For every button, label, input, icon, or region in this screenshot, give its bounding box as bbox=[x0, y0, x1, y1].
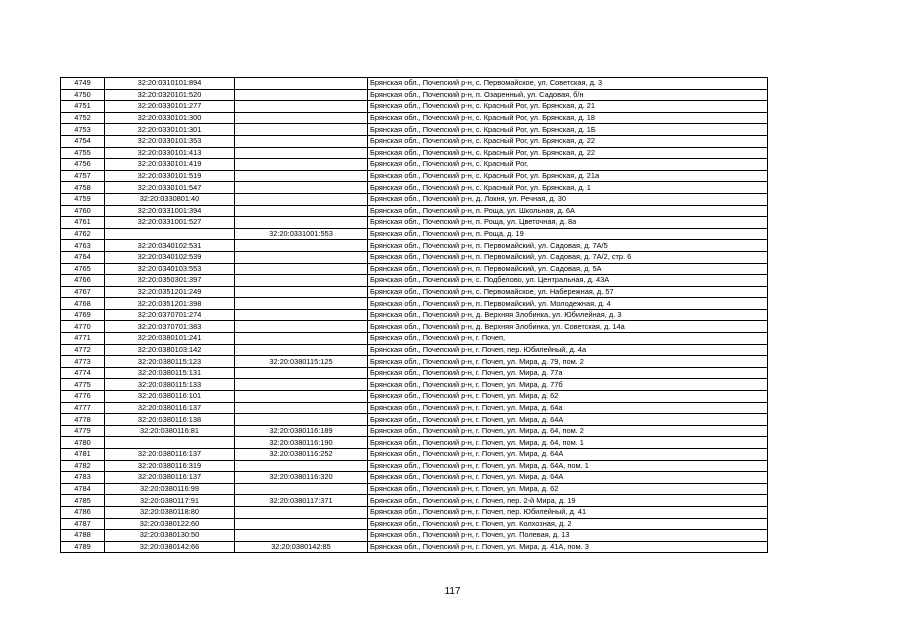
table-row bbox=[61, 112, 768, 124]
related-cadastral-number-cell: 32:20:0380116:190 bbox=[235, 437, 368, 449]
cadastral-number-cell: 32:20:0330101:547 bbox=[105, 182, 235, 194]
address-cell: Брянская обл., Почепский р-н, п. Роща, ул. Цветочная, д. 8а bbox=[368, 217, 768, 229]
cadastral-number-cell: 32:20:0330101:277 bbox=[105, 101, 235, 113]
address-cell: Брянская обл., Почепский р-н, г. Почеп, ул. Мира, д. 77б bbox=[368, 379, 768, 391]
address-cell: Брянская обл., Почепский р-н, с. Первомайское, ул. Набережная, д. 57 bbox=[368, 286, 768, 298]
cadastral-number-cell: 32:20:0380142:66 bbox=[105, 541, 235, 553]
table-row bbox=[61, 205, 768, 217]
cadastral-number-cell: 32:20:0380130:50 bbox=[105, 530, 235, 542]
cadastral-number-cell: 32:20:0380118:80 bbox=[105, 506, 235, 518]
cadastral-number-cell: 32:20:0331001:527 bbox=[105, 217, 235, 229]
related-cadastral-number-cell bbox=[235, 344, 368, 356]
table-row bbox=[61, 251, 768, 263]
row-number-cell: 4753 bbox=[61, 124, 105, 136]
table-row bbox=[61, 391, 768, 403]
table-row bbox=[61, 402, 768, 414]
related-cadastral-number-cell bbox=[235, 483, 368, 495]
row-number-cell: 4762 bbox=[61, 228, 105, 240]
table-row bbox=[61, 309, 768, 321]
related-cadastral-number-cell: 32:20:0380117:371 bbox=[235, 495, 368, 507]
cadastral-number-cell: 32:20:0340102:539 bbox=[105, 251, 235, 263]
related-cadastral-number-cell bbox=[235, 275, 368, 287]
table-row bbox=[61, 541, 768, 553]
table-row bbox=[61, 170, 768, 182]
cadastral-number-cell: 32:20:0380116:319 bbox=[105, 460, 235, 472]
related-cadastral-number-cell bbox=[235, 379, 368, 391]
cadastral-number-cell: 32:20:0351201:398 bbox=[105, 298, 235, 310]
table-row bbox=[61, 101, 768, 113]
row-number-cell: 4750 bbox=[61, 89, 105, 101]
table-row bbox=[61, 333, 768, 345]
cadastral-number-cell: 32:20:0330101:301 bbox=[105, 124, 235, 136]
table-row bbox=[61, 530, 768, 542]
address-cell: Брянская обл., Почепский р-н, с. Красный Рог, ул. Брянская, д. 1Б bbox=[368, 124, 768, 136]
row-number-cell: 4751 bbox=[61, 101, 105, 113]
row-number-cell: 4780 bbox=[61, 437, 105, 449]
related-cadastral-number-cell: 32:20:0380116:189 bbox=[235, 425, 368, 437]
related-cadastral-number-cell bbox=[235, 159, 368, 171]
table-row bbox=[61, 321, 768, 333]
address-cell: Брянская обл., Почепский р-н, г. Почеп, пер. Юбилейный, д. 4а bbox=[368, 344, 768, 356]
table-row bbox=[61, 472, 768, 484]
table-row bbox=[61, 506, 768, 518]
table-row bbox=[61, 367, 768, 379]
related-cadastral-number-cell bbox=[235, 89, 368, 101]
related-cadastral-number-cell bbox=[235, 518, 368, 530]
row-number-cell: 4769 bbox=[61, 309, 105, 321]
related-cadastral-number-cell bbox=[235, 530, 368, 542]
related-cadastral-number-cell bbox=[235, 286, 368, 298]
cadastral-number-cell: 32:20:0320101:520 bbox=[105, 89, 235, 101]
table-row bbox=[61, 344, 768, 356]
cadastral-number-cell: 32:20:0340102:531 bbox=[105, 240, 235, 252]
address-cell: Брянская обл., Почепский р-н, п. Озаренный, ул. Садовая, б/н bbox=[368, 89, 768, 101]
row-number-cell: 4749 bbox=[61, 78, 105, 90]
table-row bbox=[61, 182, 768, 194]
cadastral-number-cell: 32:20:0370701:383 bbox=[105, 321, 235, 333]
related-cadastral-number-cell: 32:20:0380142:85 bbox=[235, 541, 368, 553]
row-number-cell: 4784 bbox=[61, 483, 105, 495]
address-cell: Брянская обл., Почепский р-н, г. Почеп, ул. Мира, д. 64А bbox=[368, 414, 768, 426]
table-row bbox=[61, 78, 768, 90]
table-row bbox=[61, 89, 768, 101]
related-cadastral-number-cell bbox=[235, 402, 368, 414]
address-cell: Брянская обл., Почепский р-н, п. Роща, ул. Школьная, д. 6А bbox=[368, 205, 768, 217]
row-number-cell: 4786 bbox=[61, 506, 105, 518]
address-cell: Брянская обл., Почепский р-н, с. Красный Рог, ул. Брянская, д. 22 bbox=[368, 135, 768, 147]
row-number-cell: 4768 bbox=[61, 298, 105, 310]
row-number-cell: 4779 bbox=[61, 425, 105, 437]
row-number-cell: 4760 bbox=[61, 205, 105, 217]
address-cell: Брянская обл., Почепский р-н, п. Первомайский, ул. Садовая, д. 7А/5 bbox=[368, 240, 768, 252]
address-cell: Брянская обл., Почепский р-н, г. Почеп, ул. Мира, д. 64А, пом. 1 bbox=[368, 460, 768, 472]
row-number-cell: 4788 bbox=[61, 530, 105, 542]
cadastral-number-cell: 32:20:0380115:133 bbox=[105, 379, 235, 391]
related-cadastral-number-cell bbox=[235, 263, 368, 275]
cadastral-number-cell: 32:20:0340103:553 bbox=[105, 263, 235, 275]
cadastral-number-cell: 32:20:0380116:101 bbox=[105, 391, 235, 403]
address-cell: Брянская обл., Почепский р-н, с. Красный Рог, ул. Брянская, д. 1 bbox=[368, 182, 768, 194]
related-cadastral-number-cell bbox=[235, 193, 368, 205]
row-number-cell: 4771 bbox=[61, 333, 105, 345]
related-cadastral-number-cell: 32:20:0380116:320 bbox=[235, 472, 368, 484]
table-row bbox=[61, 217, 768, 229]
address-cell: Брянская обл., Почепский р-н, г. Почеп, пер. 2-й Мира, д. 19 bbox=[368, 495, 768, 507]
cadastral-number-cell: 32:20:0330101:353 bbox=[105, 135, 235, 147]
table-row bbox=[61, 437, 768, 449]
related-cadastral-number-cell bbox=[235, 321, 368, 333]
table-row bbox=[61, 135, 768, 147]
row-number-cell: 4781 bbox=[61, 449, 105, 461]
cadastral-number-cell: 32:20:0350301:397 bbox=[105, 275, 235, 287]
table-row bbox=[61, 298, 768, 310]
address-cell: Брянская обл., Почепский р-н, с. Красный Рог, ул. Брянская, д. 21 bbox=[368, 101, 768, 113]
row-number-cell: 4756 bbox=[61, 159, 105, 171]
address-cell: Брянская обл., Почепский р-н, г. Почеп, ул. Мира, д. 64, пом. 2 bbox=[368, 425, 768, 437]
table-row bbox=[61, 379, 768, 391]
related-cadastral-number-cell: 32:20:0380116:252 bbox=[235, 449, 368, 461]
row-number-cell: 4755 bbox=[61, 147, 105, 159]
cadastral-number-cell: 32:20:0380116:137 bbox=[105, 449, 235, 461]
cadastral-number-cell: 32:20:0380116:138 bbox=[105, 414, 235, 426]
row-number-cell: 4785 bbox=[61, 495, 105, 507]
address-cell: Брянская обл., Почепский р-н, д. Локня, ул. Речная, д. 30 bbox=[368, 193, 768, 205]
cadastral-number-cell: 32:20:0380116:99 bbox=[105, 483, 235, 495]
address-cell: Брянская обл., Почепский р-н, г. Почеп, ул. Мира, д. 79, пом. 2 bbox=[368, 356, 768, 368]
related-cadastral-number-cell bbox=[235, 170, 368, 182]
address-cell: Брянская обл., Почепский р-н, д. Верхняя Злобинка, ул. Юбилейная, д. 3 bbox=[368, 309, 768, 321]
related-cadastral-number-cell bbox=[235, 135, 368, 147]
address-cell: Брянская обл., Почепский р-н, г. Почеп, ул. Мира, д. 62 bbox=[368, 391, 768, 403]
related-cadastral-number-cell bbox=[235, 460, 368, 472]
cadastral-number-cell: 32:20:0330101:519 bbox=[105, 170, 235, 182]
table-row bbox=[61, 263, 768, 275]
row-number-cell: 4763 bbox=[61, 240, 105, 252]
cadastral-number-cell: 32:20:0380115:123 bbox=[105, 356, 235, 368]
address-cell: Брянская обл., Почепский р-н, д. Верхняя Злобинка, ул. Советская, д. 14а bbox=[368, 321, 768, 333]
related-cadastral-number-cell bbox=[235, 309, 368, 321]
related-cadastral-number-cell bbox=[235, 147, 368, 159]
cadastral-number-cell: 32:20:0380116:137 bbox=[105, 402, 235, 414]
related-cadastral-number-cell bbox=[235, 333, 368, 345]
registry-table-body bbox=[61, 78, 768, 553]
table-row bbox=[61, 460, 768, 472]
table-row bbox=[61, 518, 768, 530]
related-cadastral-number-cell: 32:20:0380115:125 bbox=[235, 356, 368, 368]
related-cadastral-number-cell bbox=[235, 78, 368, 90]
related-cadastral-number-cell bbox=[235, 205, 368, 217]
address-cell: Брянская обл., Почепский р-н, г. Почеп, ул. Мира, д. 64а bbox=[368, 402, 768, 414]
row-number-cell: 4767 bbox=[61, 286, 105, 298]
cadastral-number-cell: 32:20:0380116:137 bbox=[105, 472, 235, 484]
address-cell: Брянская обл., Почепский р-н, с. Красный Рог, ул. Брянская, д. 21а bbox=[368, 170, 768, 182]
address-cell: Брянская обл., Почепский р-н, п. Первомайский, ул. Садовая, д. 5А bbox=[368, 263, 768, 275]
row-number-cell: 4778 bbox=[61, 414, 105, 426]
address-cell: Брянская обл., Почепский р-н, г. Почеп, ул. Мира, д. 41А, пом. 3 bbox=[368, 541, 768, 553]
page-number: 117 bbox=[444, 586, 461, 597]
address-cell: Брянская обл., Почепский р-н, с. Красный Рог, ул. Брянская, д. 22 bbox=[368, 147, 768, 159]
address-cell: Брянская обл., Почепский р-н, г. Почеп, ул. Мира, д. 64, пом. 1 bbox=[368, 437, 768, 449]
address-cell: Брянская обл., Почепский р-н, г. Почеп, ул. Полевая, д. 13 bbox=[368, 530, 768, 542]
related-cadastral-number-cell bbox=[235, 367, 368, 379]
row-number-cell: 4782 bbox=[61, 460, 105, 472]
address-cell: Брянская обл., Почепский р-н, г. Почеп, ул. Мира, д. 64А bbox=[368, 449, 768, 461]
cadastral-number-cell bbox=[105, 228, 235, 240]
row-number-cell: 4789 bbox=[61, 541, 105, 553]
table-row bbox=[61, 147, 768, 159]
address-cell: Брянская обл., Почепский р-н, с. Красный Рог, bbox=[368, 159, 768, 171]
related-cadastral-number-cell bbox=[235, 217, 368, 229]
row-number-cell: 4773 bbox=[61, 356, 105, 368]
row-number-cell: 4752 bbox=[61, 112, 105, 124]
address-cell: Брянская обл., Почепский р-н, г. Почеп, bbox=[368, 333, 768, 345]
related-cadastral-number-cell bbox=[235, 240, 368, 252]
cadastral-number-cell bbox=[105, 437, 235, 449]
property-registry-table bbox=[60, 77, 768, 553]
row-number-cell: 4754 bbox=[61, 135, 105, 147]
cadastral-number-cell: 32:20:0330101:300 bbox=[105, 112, 235, 124]
related-cadastral-number-cell bbox=[235, 298, 368, 310]
row-number-cell: 4765 bbox=[61, 263, 105, 275]
cadastral-number-cell: 32:20:0330101:419 bbox=[105, 159, 235, 171]
row-number-cell: 4787 bbox=[61, 518, 105, 530]
address-cell: Брянская обл., Почепский р-н, с. Первомайское, ул. Советская, д. 3 bbox=[368, 78, 768, 90]
row-number-cell: 4764 bbox=[61, 251, 105, 263]
cadastral-number-cell: 32:20:0380103:142 bbox=[105, 344, 235, 356]
row-number-cell: 4761 bbox=[61, 217, 105, 229]
cadastral-number-cell: 32:20:0331001:394 bbox=[105, 205, 235, 217]
table-row bbox=[61, 159, 768, 171]
table-row bbox=[61, 449, 768, 461]
address-cell: Брянская обл., Почепский р-н, г. Почеп, ул. Мира, д. 62 bbox=[368, 483, 768, 495]
row-number-cell: 4774 bbox=[61, 367, 105, 379]
cadastral-number-cell: 32:20:0310101:894 bbox=[105, 78, 235, 90]
table-row bbox=[61, 483, 768, 495]
row-number-cell: 4777 bbox=[61, 402, 105, 414]
table-row bbox=[61, 425, 768, 437]
row-number-cell: 4758 bbox=[61, 182, 105, 194]
table-row bbox=[61, 275, 768, 287]
table-row bbox=[61, 356, 768, 368]
table-row bbox=[61, 124, 768, 136]
table-row bbox=[61, 228, 768, 240]
related-cadastral-number-cell bbox=[235, 506, 368, 518]
related-cadastral-number-cell bbox=[235, 414, 368, 426]
row-number-cell: 4772 bbox=[61, 344, 105, 356]
related-cadastral-number-cell bbox=[235, 101, 368, 113]
cadastral-number-cell: 32:20:0370701:274 bbox=[105, 309, 235, 321]
row-number-cell: 4757 bbox=[61, 170, 105, 182]
row-number-cell: 4770 bbox=[61, 321, 105, 333]
related-cadastral-number-cell bbox=[235, 112, 368, 124]
address-cell: Брянская обл., Почепский р-н, г. Почеп, ул. Колхозная, д. 2 bbox=[368, 518, 768, 530]
row-number-cell: 4783 bbox=[61, 472, 105, 484]
address-cell: Брянская обл., Почепский р-н, с. Красный Рог, ул. Брянская, д. 18 bbox=[368, 112, 768, 124]
cadastral-number-cell: 32:20:0330801:40 bbox=[105, 193, 235, 205]
table-row bbox=[61, 193, 768, 205]
row-number-cell: 4759 bbox=[61, 193, 105, 205]
cadastral-number-cell: 32:20:0380117:91 bbox=[105, 495, 235, 507]
cadastral-number-cell: 32:20:0380101:241 bbox=[105, 333, 235, 345]
table-row bbox=[61, 414, 768, 426]
cadastral-number-cell: 32:20:0380115:131 bbox=[105, 367, 235, 379]
table-row bbox=[61, 495, 768, 507]
address-cell: Брянская обл., Почепский р-н, г. Почеп, ул. Мира, д. 64А bbox=[368, 472, 768, 484]
related-cadastral-number-cell bbox=[235, 251, 368, 263]
address-cell: Брянская обл., Почепский р-н, г. Почеп, ул. Мира, д. 77а bbox=[368, 367, 768, 379]
cadastral-number-cell: 32:20:0330101:413 bbox=[105, 147, 235, 159]
table-row bbox=[61, 240, 768, 252]
cadastral-number-cell: 32:20:0380122:60 bbox=[105, 518, 235, 530]
address-cell: Брянская обл., Почепский р-н, п. Первомайский, ул. Молодежная, д. 4 bbox=[368, 298, 768, 310]
related-cadastral-number-cell: 32:20:0331001:553 bbox=[235, 228, 368, 240]
related-cadastral-number-cell bbox=[235, 182, 368, 194]
related-cadastral-number-cell bbox=[235, 124, 368, 136]
row-number-cell: 4766 bbox=[61, 275, 105, 287]
cadastral-number-cell: 32:20:0351201:249 bbox=[105, 286, 235, 298]
address-cell: Брянская обл., Почепский р-н, п. Первомайский, ул. Садовая, д. 7А/2, стр. 6 bbox=[368, 251, 768, 263]
table-row bbox=[61, 286, 768, 298]
related-cadastral-number-cell bbox=[235, 391, 368, 403]
address-cell: Брянская обл., Почепский р-н, п. Роща, д. 19 bbox=[368, 228, 768, 240]
row-number-cell: 4775 bbox=[61, 379, 105, 391]
row-number-cell: 4776 bbox=[61, 391, 105, 403]
cadastral-number-cell: 32:20:0380116:81 bbox=[105, 425, 235, 437]
address-cell: Брянская обл., Почепский р-н, с. Подбелово, ул. Центральная, д. 43А bbox=[368, 275, 768, 287]
address-cell: Брянская обл., Почепский р-н, г. Почеп, пер. Юбилейный, д. 41 bbox=[368, 506, 768, 518]
